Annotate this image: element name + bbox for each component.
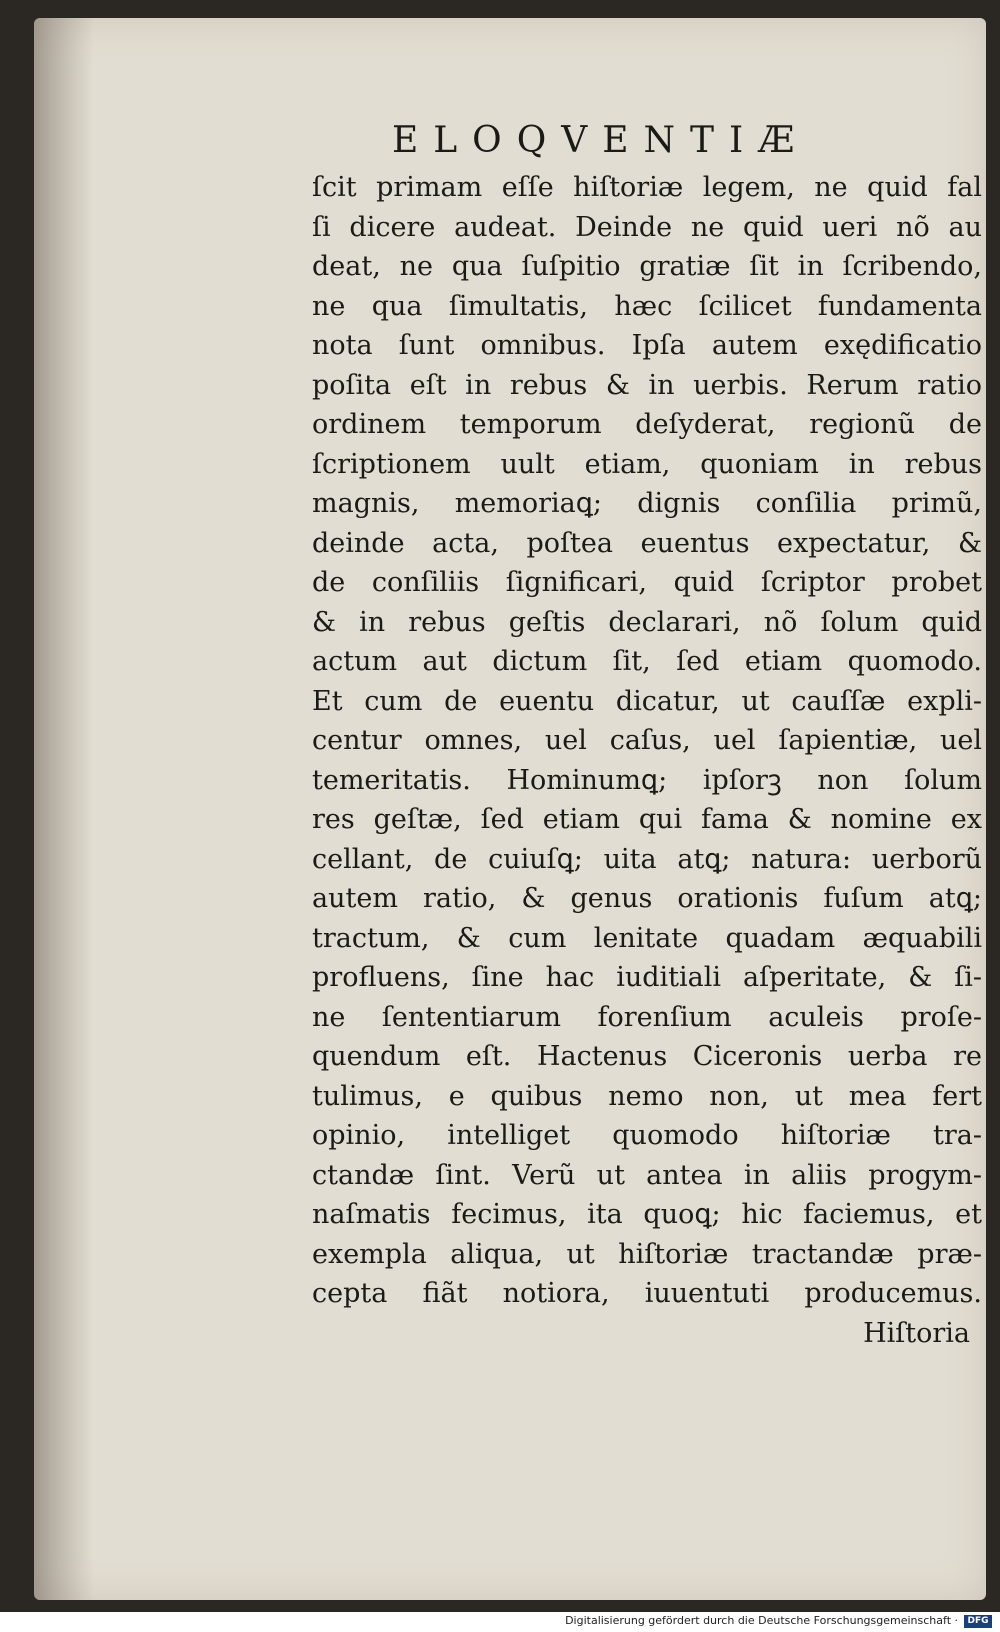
text-line: ne ſententiarum forenſium aculeis proſe- bbox=[312, 1001, 982, 1033]
text-line: quendum eſt. Hactenus Ciceronis uerba re bbox=[312, 1041, 982, 1072]
text-line: & in rebus geſtis declarari, nõ ſolum quid bbox=[312, 606, 982, 638]
text-line: de conſiliis ſignificari, quid ſcriptor probet bbox=[312, 567, 982, 598]
text-line: profluens, ſine hac iuditiali aſperitate, & ſi- bbox=[312, 962, 982, 993]
text-line: opinio, intelliget quomodo hiſtoriæ tra- bbox=[312, 1120, 982, 1151]
funding-notice: Digitalisierung gefördert durch die Deutsche Forschungsgemeinschaft · bbox=[565, 1614, 958, 1627]
text-line: temeritatis. Hominumꝗ; ipſorꝫ non ſolum bbox=[312, 764, 982, 796]
text-line: deat, ne qua ſuſpitio gratiæ ſit in ſcribendo, bbox=[312, 251, 982, 282]
text-line: ctandæ ſint. Verũ ut antea in aliis progym- bbox=[312, 1159, 982, 1191]
text-line: Et cum de euentu dicatur, ut cauſſæ expli- bbox=[312, 685, 982, 717]
text-line: magnis, memoriaꝗ; dignis conſilia primũ, bbox=[312, 488, 982, 519]
text-line: exempla aliqua, ut hiſtoriæ tractandæ præ- bbox=[312, 1238, 982, 1270]
text-line: tulimus, e quibus nemo non, ut mea fert bbox=[312, 1080, 982, 1112]
text-line: cellant, de cuiuſꝗ; uita atꝗ; natura: uerborũ bbox=[312, 843, 982, 875]
text-line: nota ſunt omnibus. Ipſa autem exędificatio bbox=[312, 330, 982, 361]
text-line: naſmatis fecimus, ita quoꝗ; hic faciemus, et bbox=[312, 1199, 982, 1230]
text-line: centur omnes, uel caſus, uel ſapientiæ, uel bbox=[312, 725, 982, 756]
text-line: ordinem temporum deſyderat, regionũ de bbox=[312, 409, 982, 440]
text-line: ſcriptionem uult etiam, quoniam in rebus bbox=[312, 448, 982, 480]
catchword: Hiſtoria bbox=[863, 1318, 970, 1349]
running-head: ELOQVENTIÆ bbox=[392, 120, 810, 161]
text-line: ſcit primam eſſe hiſtoriæ legem, ne quid fal bbox=[312, 172, 982, 203]
text-line: autem ratio, & genus orationis fuſum atꝗ; bbox=[312, 883, 982, 914]
text-line: actum aut dictum ſit, ſed etiam quomodo. bbox=[312, 646, 982, 677]
text-line: poſita eſt in rebus & in uerbis. Rerum ratio bbox=[312, 369, 982, 401]
text-line: ne qua ſimultatis, hæc ſcilicet fundamenta bbox=[312, 290, 982, 322]
page-gutter-shadow bbox=[34, 18, 94, 1600]
body-text bbox=[312, 168, 982, 1314]
text-line: cepta fiãt notiora, iuuentuti producemus. bbox=[312, 1278, 982, 1309]
digitization-footer bbox=[0, 1612, 1000, 1632]
text-line: deinde acta, poſtea euentus expectatur, & bbox=[312, 527, 982, 559]
dfg-logo: DFG bbox=[964, 1615, 992, 1628]
text-line: res geſtæ, ſed etiam qui fama & nomine ex bbox=[312, 804, 982, 835]
text-line: tractum, & cum lenitate quadam æquabili bbox=[312, 922, 982, 954]
text-line: ſi dicere audeat. Deinde ne quid ueri nõ au bbox=[312, 211, 982, 243]
